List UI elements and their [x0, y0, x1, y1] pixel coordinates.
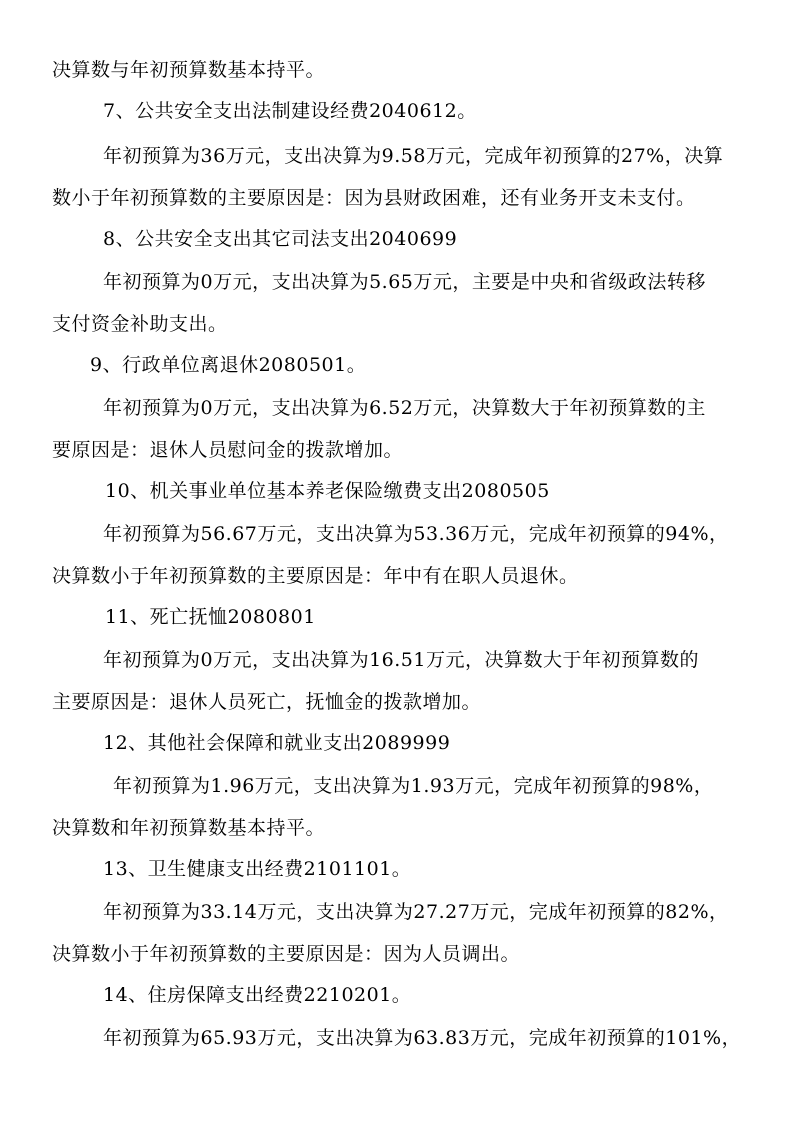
section-heading: 13、卫生健康支出经费2101101。 [103, 858, 412, 880]
text-line: 决算数与年初预算数基本持平。 [52, 59, 326, 81]
text-line: 年初预算为1.96万元，支出决算为1.93万元，完成年初预算的98%， [113, 775, 714, 797]
text-line: 决算数和年初预算数基本持平。 [52, 817, 326, 839]
section-heading: 14、住房保障支出经费2210201。 [103, 984, 412, 1006]
text-line: 主要原因是：退休人员死亡，抚恤金的拨款增加。 [52, 691, 482, 713]
section-heading: 9、行政单位离退休2080501。 [90, 354, 367, 376]
text-line: 年初预算为65.93万元，支出决算为63.83万元，完成年初预算的101%， [103, 1027, 742, 1049]
section-heading: 12、其他社会保障和就业支出2089999 [103, 732, 451, 754]
text-line: 年初预算为0万元，支出决算为16.51万元，决算数大于年初预算数的 [103, 649, 699, 671]
text-line: 决算数小于年初预算数的主要原因是：年中有在职人员退休。 [52, 565, 579, 587]
text-line: 年初预算为36万元，支出决算为9.58万元，完成年初预算的27%，决算 [103, 145, 724, 167]
section-heading: 7、公共安全支出法制建设经费2040612。 [103, 100, 477, 122]
text-line: 年初预算为33.14万元，支出决算为27.27万元，完成年初预算的82%， [103, 901, 729, 923]
text-line: 年初预算为0万元，支出决算为5.65万元，主要是中央和省级政法转移 [103, 271, 706, 293]
text-line: 要原因是：退休人员慰问金的拨款增加。 [52, 439, 404, 461]
section-heading: 8、公共安全支出其它司法支出2040699 [103, 228, 458, 250]
section-heading: 11、死亡抚恤2080801 [105, 606, 316, 628]
text-line: 年初预算为56.67万元，支出决算为53.36万元，完成年初预算的94%， [103, 523, 729, 545]
text-line: 数小于年初预算数的主要原因是：因为县财政困难，还有业务开支未支付。 [52, 187, 696, 209]
text-line: 年初预算为0万元，支出决算为6.52万元，决算数大于年初预算数的主 [103, 397, 706, 419]
section-heading: 10、机关事业单位基本养老保险缴费支出2080505 [105, 480, 550, 502]
text-line: 支付资金补助支出。 [52, 313, 228, 335]
text-line: 决算数小于年初预算数的主要原因是：因为人员调出。 [52, 943, 521, 965]
